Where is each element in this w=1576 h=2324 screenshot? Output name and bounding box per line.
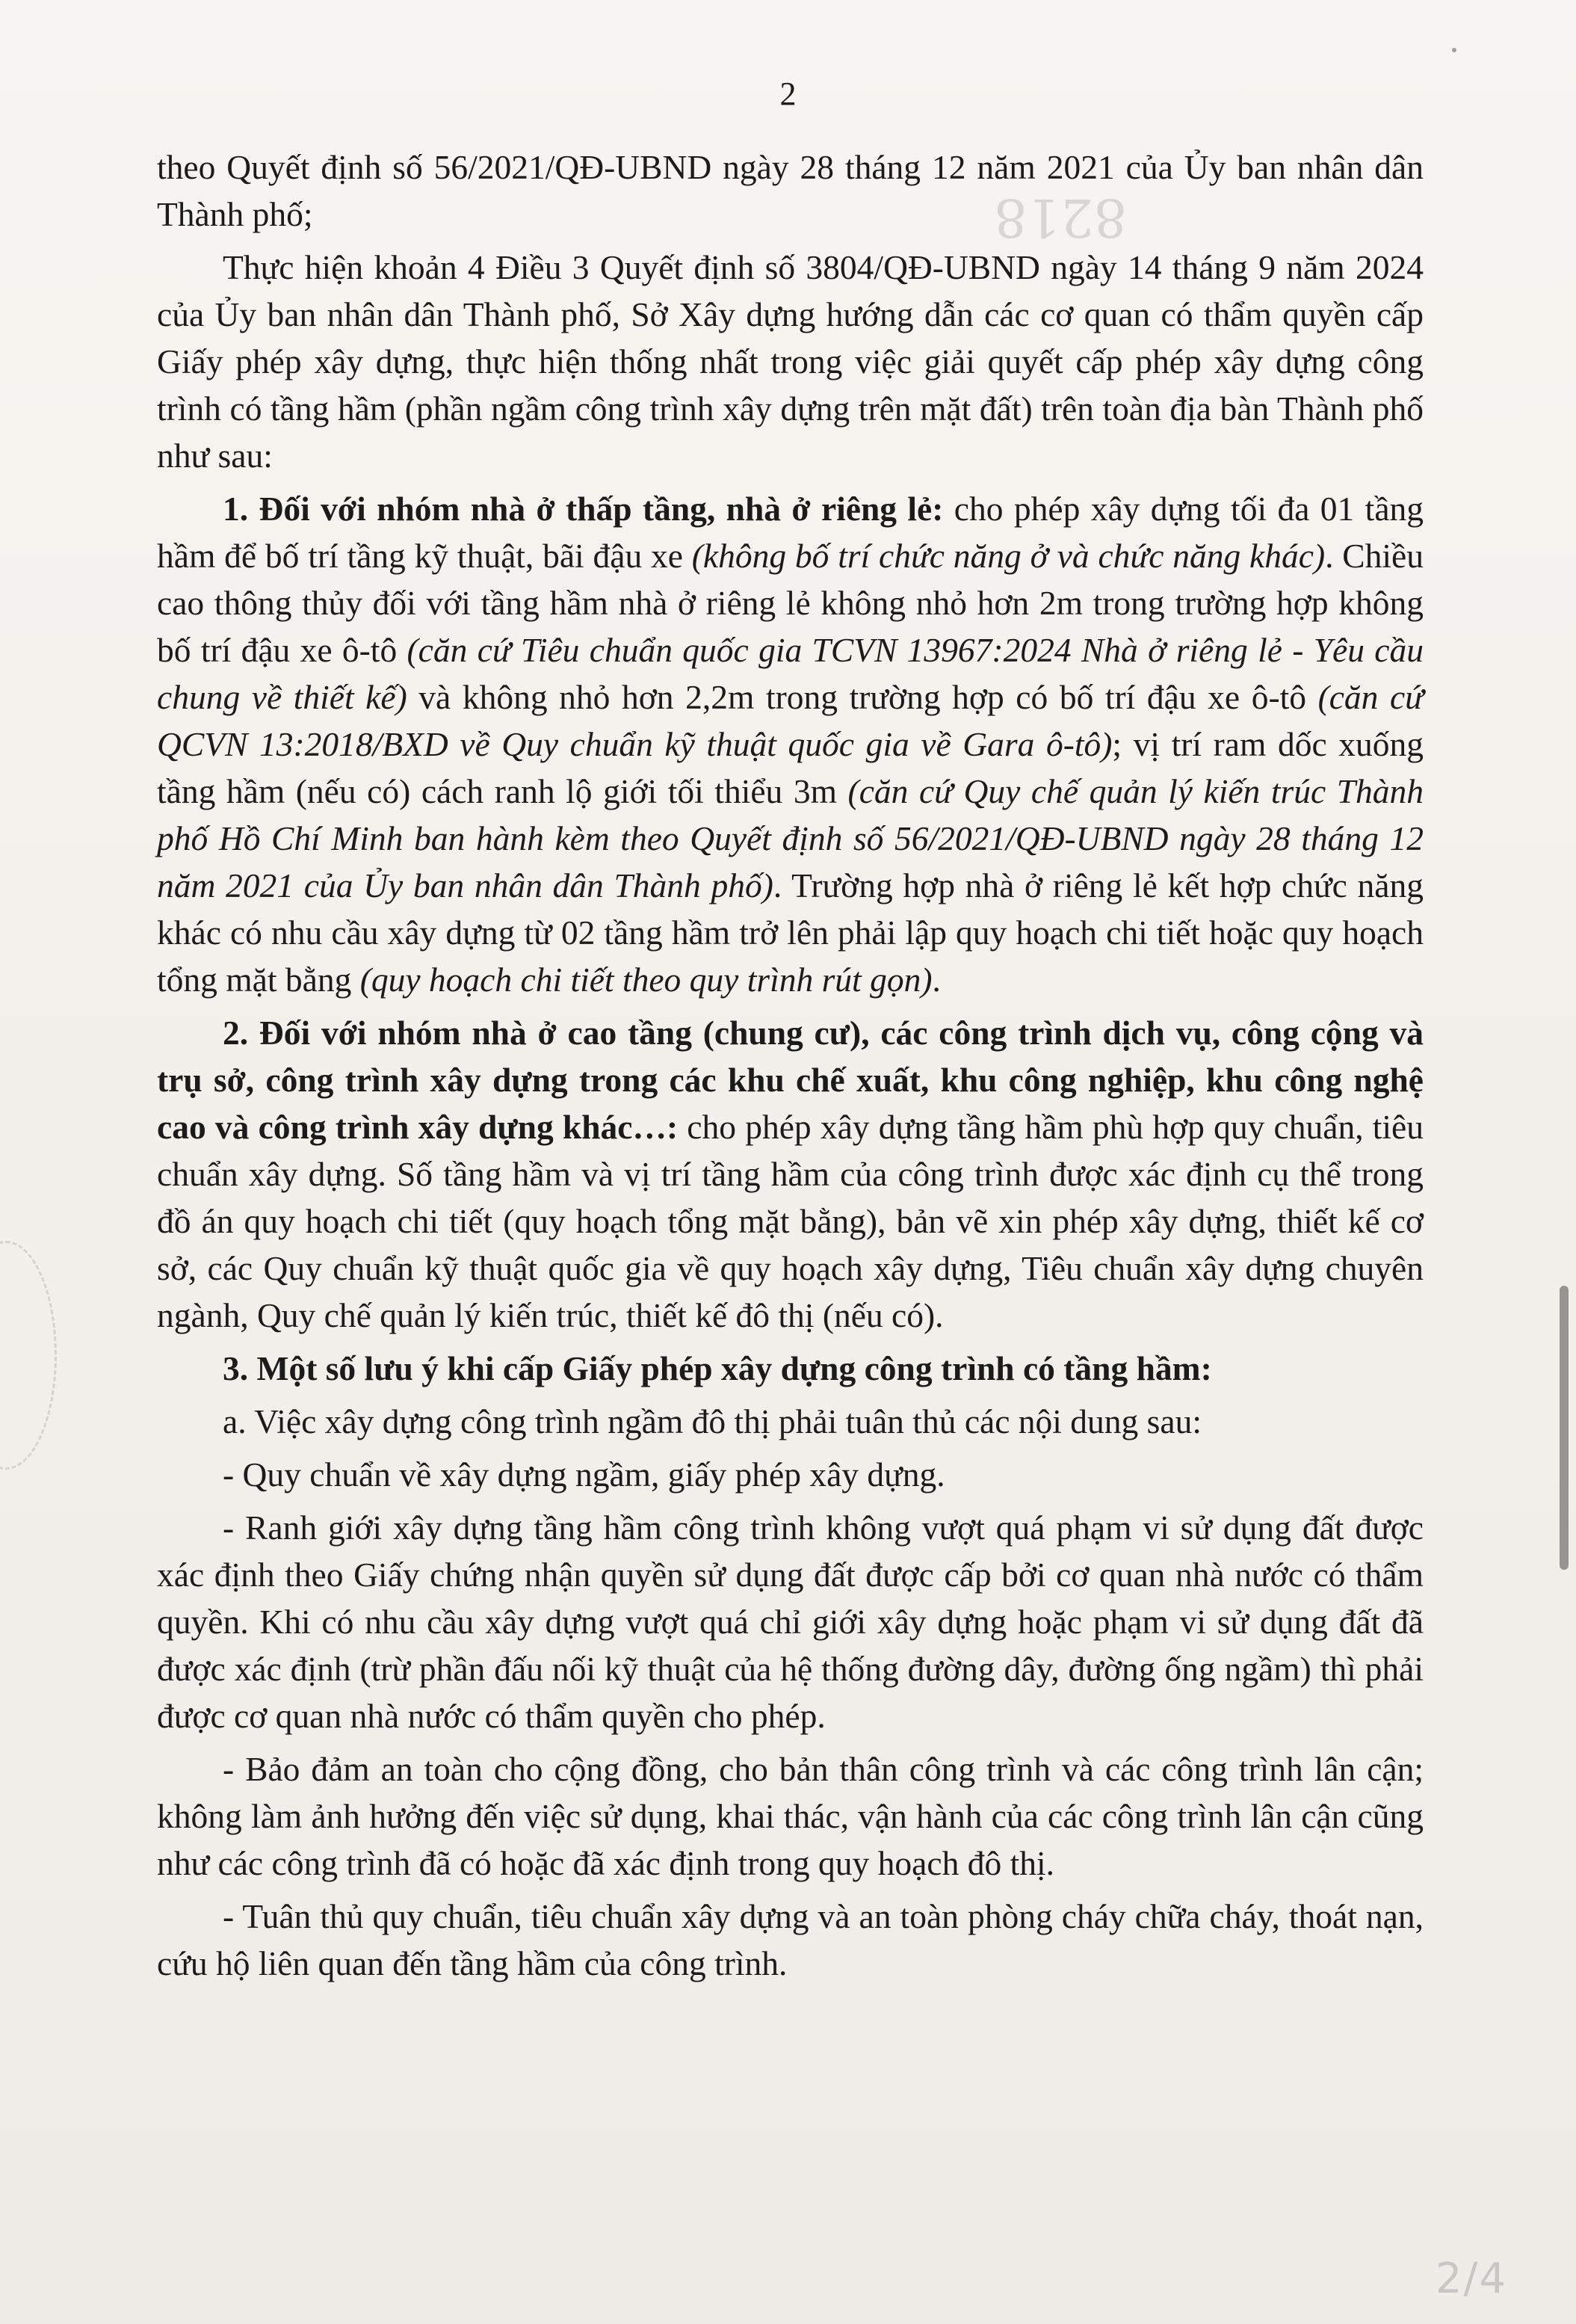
page-number: 2 — [779, 75, 797, 112]
scan-dot-mark — [1452, 48, 1456, 52]
body-text: và không nhỏ hơn 2,2m trong trường hợp có bố trí đậu xe ô-tô — [407, 678, 1318, 716]
heading-text: 2. Đối với nhóm nhà ở cao tầng (chung cư), các công trình dịch vụ, công cộng và trụ sở, công trình xây dựng trong các khu chế xuất, khu công nghiệp, khu công nghệ cao và công trình xây dựng khác…: — [157, 1014, 1424, 1146]
citation-text: (không bố trí chức năng ở và chức năng khác) — [691, 537, 1326, 575]
paragraph-section-1 — [157, 485, 1424, 1003]
document-body — [157, 144, 1424, 1993]
body-text: cho phép xây dựng tối đa 01 tầng hầm để bố trí tầng kỹ thuật, bãi đậu xe — [157, 490, 1424, 575]
paragraph-section-2 — [157, 1009, 1424, 1339]
heading-text: 3. Một số lưu ý khi cấp Giấy phép xây dựng công trình có tầng hầm: — [223, 1349, 1212, 1387]
body-text: . — [932, 961, 941, 999]
viewer-page-indicator: 2/4 — [1435, 2254, 1507, 2303]
citation-text: (căn cứ Tiêu chuẩn quốc gia TCVN 13967:2024 Nhà ở riêng lẻ - Yêu cầu chung về thiết kế) — [157, 631, 1424, 716]
body-text: - Quy chuẩn về xây dựng ngầm, giấy phép xây dựng. — [223, 1455, 945, 1494]
paragraph-bullet-4 — [157, 1893, 1424, 1987]
citation-text: (căn cứ Quy chế quản lý kiến trúc Thành phố Hồ Chí Minh ban hành kèm theo Quyết định số 56/2021/QĐ-UBND ngày 28 tháng 12 năm 2021 của Ủy ban nhân dân Thành phố) — [157, 772, 1424, 904]
citation-text: (quy hoạch chi tiết theo quy trình rút gọn) — [359, 961, 933, 999]
body-text: - Tuân thủ quy chuẩn, tiêu chuẩn xây dựng và an toàn phòng cháy chữa cháy, thoát nạn, cứu hộ liên quan đến tầng hầm của công trình. — [157, 1897, 1424, 1982]
body-text: - Bảo đảm an toàn cho cộng đồng, cho bản thân công trình và các công trình lân cận; không làm ảnh hưởng đến việc sử dụng, khai thác, vận hành của các công trình lân cận cũng như các công trình đã có hoặc đã xác định trong quy hoạch đô thị. — [157, 1750, 1424, 1882]
paragraph-intro — [157, 244, 1424, 479]
heading-text: 1. Đối với nhóm nhà ở thấp tầng, nhà ở riêng lẻ: — [223, 490, 944, 528]
stamp-edge-mark — [0, 1241, 57, 1470]
bleed-through-text: 8218 — [994, 187, 1128, 248]
paragraph-section-3-heading — [157, 1345, 1424, 1392]
body-text: theo Quyết định số 56/2021/QĐ-UBND ngày 28 tháng 12 năm 2021 của Ủy ban nhân dân Thành phố; — [157, 148, 1424, 233]
body-text: a. Việc xây dựng công trình ngầm đô thị phải tuân thủ các nội dung sau: — [223, 1402, 1202, 1440]
paragraph-reference-continuation — [157, 144, 1424, 238]
citation-text: (căn cứ QCVN 13:2018/BXD về Quy chuẩn kỹ thuật quốc gia về Gara ô-tô) — [157, 678, 1424, 763]
body-text: ; vị trí ram dốc xuống tầng hầm (nếu có) cách ranh lộ giới tối thiểu 3m — [157, 725, 1424, 810]
body-text: cho phép xây dựng tầng hầm phù hợp quy chuẩn, tiêu chuẩn xây dựng. Số tầng hầm và vị trí tầng hầm của công trình được xác định cụ thể trong đồ án quy hoạch chi tiết (quy hoạch tổng mặt bằng), bản vẽ xin phép xây dựng, thiết kế cơ sở, các Quy chuẩn kỹ thuật quốc gia về quy hoạch xây dựng, Tiêu chuẩn xây dựng chuyên ngành, Quy chế quản lý kiến trúc, thiết kế đô thị (nếu có). — [157, 1108, 1424, 1334]
paragraph-bullet-3 — [157, 1745, 1424, 1887]
body-text: . Trường hợp nhà ở riêng lẻ kết hợp chức năng khác có nhu cầu xây dựng từ 02 tầng hầm trở lên phải lập quy hoạch chi tiết hoặc quy hoạch tổng mặt bằng — [157, 866, 1424, 999]
body-text: - Ranh giới xây dựng tầng hầm công trình không vượt quá phạm vi sử dụng đất được xác định theo Giấy chứng nhận quyền sử dụng đất được cấp bởi cơ quan nhà nước có thẩm quyền. Khi có nhu cầu xây dựng vượt quá chỉ giới xây dựng hoặc phạm vi sử dụng đất đã được xác định (trừ phần đấu nối kỹ thuật của hệ thống đường dây, đường ống ngầm) thì phải được cơ quan nhà nước có thẩm quyền cho phép. — [157, 1508, 1424, 1735]
body-text: . Chiều cao thông thủy đối với tầng hầm nhà ở riêng lẻ không nhỏ hơn 2m trong trường hợp không bố trí đậu xe ô-tô — [157, 537, 1424, 669]
paragraph-bullet-1 — [157, 1451, 1424, 1498]
paragraph-item-a — [157, 1398, 1424, 1445]
body-text: Thực hiện khoản 4 Điều 3 Quyết định số 3804/QĐ-UBND ngày 14 tháng 9 năm 2024 của Ủy ban nhân dân Thành phố, Sở Xây dựng hướng dẫn các cơ quan có thẩm quyền cấp Giấy phép xây dựng, thực hiện thống nhất trong việc giải quyết cấp phép xây dựng công trình có tầng hầm (phần ngầm công trình xây dựng trên mặt đất) trên toàn địa bàn Thành phố như sau: — [157, 248, 1424, 475]
paragraph-bullet-2 — [157, 1504, 1424, 1739]
viewer-scrollbar[interactable] — [1560, 1286, 1569, 1570]
